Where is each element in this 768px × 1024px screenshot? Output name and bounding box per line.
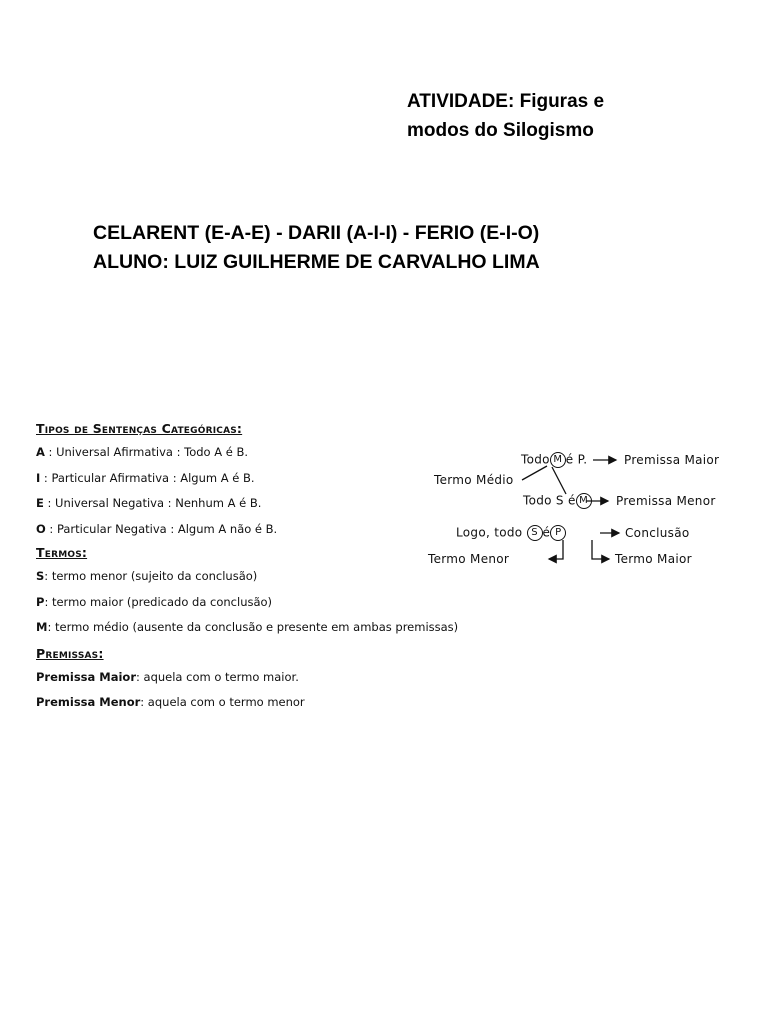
termo-medio-label: Termo Médio: [434, 473, 514, 487]
circle-s: S: [527, 525, 543, 541]
syllogism-modes: CELARENT (E-A-E) - DARII (A-I-I) - FERIO (E-I-O): [93, 222, 540, 244]
tipo-row-e: E : Universal Negativa : Nenhum A é B.: [36, 496, 262, 510]
diagram-line-3: Logo, todo S é P: [456, 525, 566, 541]
premissa-menor-label: Premissa Menor: [616, 494, 716, 508]
student-name: ALUNO: LUIZ GUILHERME DE CARVALHO LIMA: [93, 251, 540, 273]
tipo-row-o: O : Particular Negativa : Algum A não é B.: [36, 521, 278, 536]
termo-row-s: S: termo menor (sujeito da conclusão): [36, 569, 258, 583]
termo-maior-label: Termo Maior: [615, 552, 692, 566]
tipo-row-a: A : Universal Afirmativa : Todo A é B.: [36, 445, 249, 459]
circle-m-1: M: [550, 452, 566, 468]
diagram-line-2: Todo S é M: [523, 493, 592, 509]
title-line-1: ATIVIDADE: Figuras e: [407, 91, 605, 112]
premissa-maior-label: Premissa Maior: [624, 453, 720, 467]
conclusao-label: Conclusão: [625, 526, 690, 540]
syllogism-reference-figure: [26, 408, 738, 738]
arrow-termo-maior: [592, 540, 609, 559]
circle-p: P: [550, 525, 566, 541]
circle-m-2: M: [576, 493, 592, 509]
title-line-2: modos do Silogismo: [407, 120, 594, 141]
arrow-termo-menor: [549, 540, 563, 559]
page-title: [407, 87, 707, 145]
arrow-termo-medio: [522, 466, 547, 480]
termo-menor-label: Termo Menor: [428, 552, 510, 566]
premissa-menor-row: Premissa Menor: aquela com o termo menor: [36, 695, 305, 709]
link-m-to-m: [552, 467, 566, 494]
tipos-heading: Tipos de Sentenças Categóricas:: [36, 421, 243, 436]
termos-heading: Termos:: [36, 545, 88, 560]
diagram-line-1: Todo M é P.: [521, 452, 588, 467]
heading-block: [93, 219, 733, 277]
termo-row-m: M: termo médio (ausente da conclusão e presente em ambas premissas): [36, 620, 459, 634]
tipo-row-i: I : Particular Afirmativa : Algum A é B.: [36, 470, 255, 485]
termo-row-p: P: termo maior (predicado da conclusão): [36, 594, 273, 609]
syllogism-diagram: [426, 438, 736, 588]
premissa-maior-row: Premissa Maior: aquela com o termo maior.: [36, 669, 299, 684]
premissas-heading: Premissas:: [36, 645, 104, 661]
